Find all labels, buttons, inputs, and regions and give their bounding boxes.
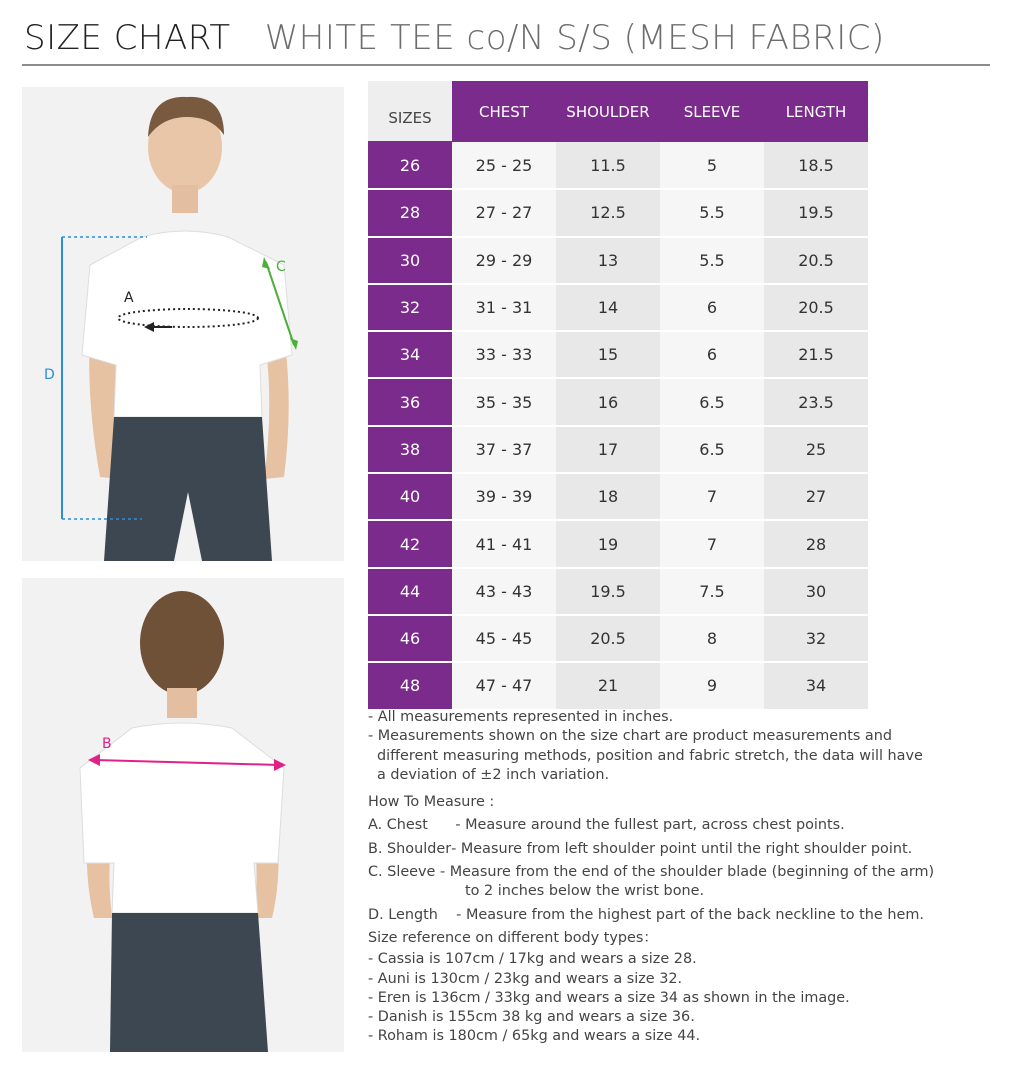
header-shoulder: SHOULDER: [556, 81, 660, 142]
chest-cell: 29 - 29: [452, 237, 556, 284]
size-cell: 32: [368, 284, 452, 331]
shoulder-cell: 20.5: [556, 615, 660, 662]
chest-cell: 35 - 35: [452, 378, 556, 425]
label-c: C: [276, 259, 286, 275]
size-reference-item: - Cassia is 107cm / 17kg and wears a size 28.: [368, 951, 697, 968]
length-cell: 28: [764, 520, 868, 567]
sleeve-cell: 6: [660, 284, 764, 331]
front-illustration: [22, 87, 344, 561]
table-row: [368, 473, 868, 520]
back-illustration: [22, 578, 344, 1052]
shoulder-cell: 16: [556, 378, 660, 425]
shoulder-cell: 17: [556, 426, 660, 473]
chest-cell: 27 - 27: [452, 189, 556, 236]
note-units: - All measurements represented in inches.: [368, 709, 674, 725]
sleeve-cell: 9: [660, 662, 764, 709]
header-sizes: SIZES: [368, 81, 452, 142]
length-cell: 21.5: [764, 331, 868, 378]
shoulder-cell: 15: [556, 331, 660, 378]
length-cell: 23.5: [764, 378, 868, 425]
chest-cell: 33 - 33: [452, 331, 556, 378]
size-cell: 30: [368, 237, 452, 284]
note-deviation-2: different measuring methods, position and fabric stretch, the data will have: [377, 747, 923, 764]
table-row: [368, 331, 868, 378]
title-size-chart: SIZE CHART: [24, 18, 231, 58]
chest-cell: 45 - 45: [452, 615, 556, 662]
front-photo: [22, 87, 344, 561]
measure-sleeve-continued: to 2 inches below the wrist bone.: [465, 883, 705, 900]
size-reference-item: - Auni is 130cm / 23kg and wears a size 32.: [368, 970, 683, 987]
table-row: [368, 662, 868, 709]
back-photo: [22, 578, 344, 1052]
header-chest: CHEST: [452, 81, 556, 142]
sleeve-cell: 7.5: [660, 568, 764, 615]
chest-cell: 39 - 39: [452, 473, 556, 520]
header-length: LENGTH: [764, 81, 868, 142]
shoulder-cell: 19.5: [556, 568, 660, 615]
chest-cell: 31 - 31: [452, 284, 556, 331]
size-cell: 46: [368, 615, 452, 662]
measure-row-chest: [368, 816, 998, 835]
length-cell: 20.5: [764, 284, 868, 331]
table-row: [368, 142, 868, 189]
measure-text: - Measure from the end of the shoulder blade (beginning of the arm): [439, 864, 935, 881]
size-cell: 26: [368, 142, 452, 189]
size-table: [368, 81, 868, 711]
measure-text: - Measure around the fullest part, across chest points.: [455, 817, 845, 834]
notes-section: [368, 708, 998, 1047]
length-cell: 19.5: [764, 189, 868, 236]
size-cell: 36: [368, 378, 452, 425]
measure-key: D. Length: [368, 906, 457, 923]
sleeve-cell: 5.5: [660, 189, 764, 236]
measure-text: - Measure from the highest part of the back neckline to the hem.: [456, 906, 924, 923]
table-row: [368, 189, 868, 236]
chest-cell: 37 - 37: [452, 426, 556, 473]
sleeve-cell: 5.5: [660, 237, 764, 284]
length-cell: 20.5: [764, 237, 868, 284]
product-name: WHITE TEE co/N S/S (MESH FABRIC): [264, 18, 885, 58]
size-reference-heading: Size reference on different body types：: [368, 929, 658, 946]
measure-row-length: [368, 906, 998, 925]
length-cell: 18.5: [764, 142, 868, 189]
shoulder-cell: 11.5: [556, 142, 660, 189]
measure-row-sleeve: [368, 863, 998, 882]
length-cell: 30: [764, 568, 868, 615]
size-cell: 40: [368, 473, 452, 520]
table-row: [368, 520, 868, 567]
note-deviation-1: - Measurements shown on the size chart are product measurements and: [368, 728, 892, 745]
size-cell: 44: [368, 568, 452, 615]
length-cell: 32: [764, 615, 868, 662]
size-reference-item: - Roham is 180cm / 65kg and wears a size 44.: [368, 1028, 701, 1045]
table-row: [368, 237, 868, 284]
size-cell: 42: [368, 520, 452, 567]
size-cell: 28: [368, 189, 452, 236]
measure-text: - Measure from left shoulder point until the right shoulder point.: [451, 840, 913, 857]
title-divider: [22, 64, 990, 66]
length-cell: 25: [764, 426, 868, 473]
sleeve-cell: 5: [660, 142, 764, 189]
chest-cell: 25 - 25: [452, 142, 556, 189]
header-sleeve: SLEEVE: [660, 81, 764, 142]
shoulder-cell: 18: [556, 473, 660, 520]
size-cell: 34: [368, 331, 452, 378]
table-row: [368, 426, 868, 473]
shoulder-cell: 14: [556, 284, 660, 331]
chest-cell: 41 - 41: [452, 520, 556, 567]
how-to-measure-heading: How To Measure :: [368, 794, 495, 811]
size-reference-item: - Danish is 155cm 38 kg and wears a size 36.: [368, 1009, 695, 1026]
label-a: A: [124, 290, 134, 306]
label-b: B: [102, 736, 112, 752]
shoulder-cell: 19: [556, 520, 660, 567]
measure-row-shoulder: [368, 840, 998, 859]
table-row: [368, 284, 868, 331]
length-cell: 34: [764, 662, 868, 709]
shoulder-cell: 21: [556, 662, 660, 709]
sleeve-cell: 7: [660, 520, 764, 567]
label-d: D: [44, 367, 55, 383]
page-title: [24, 18, 885, 58]
measure-key: A. Chest: [368, 817, 456, 834]
sleeve-cell: 7: [660, 473, 764, 520]
table-row: [368, 615, 868, 662]
measure-key: B. Shoulder: [368, 840, 452, 857]
length-cell: 27: [764, 473, 868, 520]
shoulder-cell: 12.5: [556, 189, 660, 236]
note-deviation-3: a deviation of ±2 inch variation.: [377, 766, 610, 783]
sleeve-cell: 6.5: [660, 426, 764, 473]
size-cell: 48: [368, 662, 452, 709]
table-row: [368, 378, 868, 425]
chest-cell: 43 - 43: [452, 568, 556, 615]
shoulder-cell: 13: [556, 237, 660, 284]
chest-cell: 47 - 47: [452, 662, 556, 709]
table-row: [368, 568, 868, 615]
sleeve-cell: 6.5: [660, 378, 764, 425]
measure-key: C. Sleeve: [368, 864, 440, 881]
size-cell: 38: [368, 426, 452, 473]
size-reference-item: - Eren is 136cm / 33kg and wears a size 34 as shown in the image.: [368, 989, 850, 1006]
table-header-row: [368, 81, 868, 142]
sleeve-cell: 6: [660, 331, 764, 378]
sleeve-cell: 8: [660, 615, 764, 662]
